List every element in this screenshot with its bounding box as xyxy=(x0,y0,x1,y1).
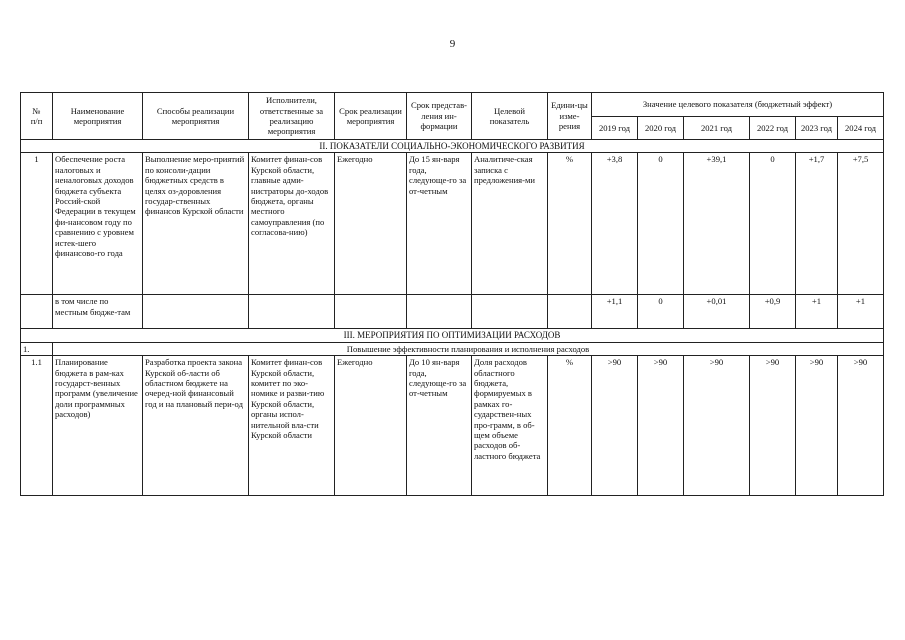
row-name: Планирование бюджета в рам-ках государст-венных программ (увеличение доли программных расходов) xyxy=(53,356,143,496)
section-2-title: II. ПОКАЗАТЕЛИ СОЦИАЛЬНО-ЭКОНОМИЧЕСКОГО РАЗВИТИЯ xyxy=(21,140,884,153)
row-value-2020: 0 xyxy=(638,153,684,295)
table-row xyxy=(21,356,884,496)
row-indicator: Аналитиче-ская записка с предложения-ми xyxy=(472,153,548,295)
row-value-2021: +39,1 xyxy=(684,153,750,295)
plan-table xyxy=(20,92,884,496)
row-value-2019: >90 xyxy=(592,356,638,496)
subrow-value-2019: +1,1 xyxy=(592,295,638,329)
subrow-value-2023: +1 xyxy=(796,295,838,329)
row-report-deadline: До 15 ян-варя года, следующе-го за от-четным xyxy=(407,153,472,295)
table-row-local-budgets xyxy=(21,295,884,329)
header-methods: Способы реализации мероприятия xyxy=(143,93,249,140)
row-unit: % xyxy=(548,153,592,295)
row-value-2024: >90 xyxy=(838,356,884,496)
page-number: 9 xyxy=(449,38,456,50)
row-value-2021: >90 xyxy=(684,356,750,496)
row-name: Обеспечение роста налоговых и неналоговых доходов бюджета субъекта Россий-ской Федерации в текущем фи-нансовом году по сравнению с уровнем истек-шего финансово-го года xyxy=(53,153,143,295)
header-unit: Едини-цы изме-рения xyxy=(548,93,592,140)
row-methods: Выполнение меро-приятий по консоли-дации бюджетных средств в целях оз-доровления государ-ственных финансов Курской области xyxy=(143,153,249,295)
header-year: 2024 год xyxy=(838,116,884,140)
section-2-row xyxy=(21,140,884,153)
header-year: 2021 год xyxy=(684,116,750,140)
subsection-num: 1. xyxy=(21,342,53,355)
row-value-2024: +7,5 xyxy=(838,153,884,295)
section-3-title: III. МЕРОПРИЯТИЯ ПО ОПТИМИЗАЦИИ РАСХОДОВ xyxy=(21,329,884,342)
row-indicator: Доля расходов областного бюджета, формируемых в рамках го-сударствен-ных про-грамм, в об-щем объеме расходов об-ластного бюджета xyxy=(472,356,548,496)
section-3-row xyxy=(21,329,884,342)
subrow-value-2021: +0,01 xyxy=(684,295,750,329)
header-year: 2023 год xyxy=(796,116,838,140)
row-num: 1 xyxy=(21,153,53,295)
row-deadline: Ежегодно xyxy=(335,356,407,496)
header-year: 2020 год xyxy=(638,116,684,140)
header-deadline: Срок реализации мероприятия xyxy=(335,93,407,140)
row-value-2022: >90 xyxy=(750,356,796,496)
row-value-2020: >90 xyxy=(638,356,684,496)
header-row xyxy=(21,93,884,117)
subsection-title: Повышение эффективности планирования и исполнения расходов xyxy=(53,342,884,355)
row-unit: % xyxy=(548,356,592,496)
header-year: 2022 год xyxy=(750,116,796,140)
header-num: № п/п xyxy=(21,93,53,140)
header-report-deadline: Срок представ-ления ин-формации xyxy=(407,93,472,140)
row-executors: Комитет финан-сов Курской области, главные адми-нистраторы до-ходов бюджета, органы местного самоуправления (по согласова-нию) xyxy=(249,153,335,295)
row-value-2023: +1,7 xyxy=(796,153,838,295)
subsection-1-row xyxy=(21,342,884,355)
row-deadline: Ежегодно xyxy=(335,153,407,295)
subrow-name: в том числе по местным бюдже-там xyxy=(53,295,143,329)
subrow-value-2020: 0 xyxy=(638,295,684,329)
header-year: 2019 год xyxy=(592,116,638,140)
header-indicator: Целевой показатель xyxy=(472,93,548,140)
row-executors: Комитет финан-сов Курской области, комитет по эко-номике и разви-тию Курской области, органы испол-нительной вла-сти Курской области xyxy=(249,356,335,496)
row-num: 1.1 xyxy=(21,356,53,496)
header-name: Наименование мероприятия xyxy=(53,93,143,140)
header-executors: Исполнители, ответственные за реализацию мероприятия xyxy=(249,93,335,140)
row-methods: Разработка проекта закона Курской об-ласти об областном бюджете на очеред-ной финансовый год и на плановый пери-од xyxy=(143,356,249,496)
subrow-value-2022: +0,9 xyxy=(750,295,796,329)
row-report-deadline: До 10 ян-варя года, следующе-го за от-четным xyxy=(407,356,472,496)
row-value-2019: +3,8 xyxy=(592,153,638,295)
row-value-2022: 0 xyxy=(750,153,796,295)
subrow-value-2024: +1 xyxy=(838,295,884,329)
table-row xyxy=(21,153,884,295)
header-target-value: Значение целевого показателя (бюджетный эффект) xyxy=(592,93,884,117)
row-value-2023: >90 xyxy=(796,356,838,496)
